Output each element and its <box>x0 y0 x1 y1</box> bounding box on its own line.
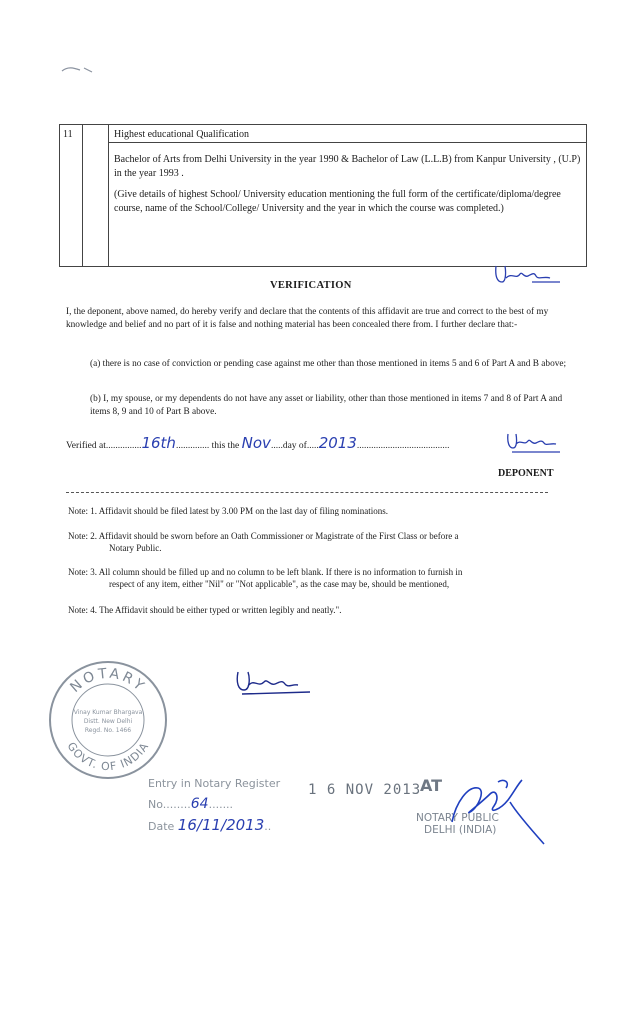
notary-place-text: DELHI (INDIA) <box>424 824 497 836</box>
handwritten-year: 2013 <box>318 434 357 452</box>
qualification-content <box>114 153 584 223</box>
verified-line: Verified at...............16th.............. this the Nov.....day of.....2013....................................... <box>66 434 450 452</box>
deponent-signature <box>492 262 564 288</box>
notary-public-text: NOTARY PUBLIC <box>416 812 499 824</box>
date-stamp: 1 6 NOV 2013 <box>308 782 422 798</box>
note-2-continued: Notary Public. <box>109 543 162 553</box>
entry-number-label: No. <box>148 798 167 811</box>
seal-line-2: Distt. New Delhi <box>83 718 133 725</box>
declaration-text: I, the deponent, above named, do hereby verify and declare that the contents of this affidavit are true and correct to the best of my knowledge and belief and no part of it is false and nothing material has been concealed there from. I further declare that:- <box>66 307 549 330</box>
note-2 <box>68 530 548 554</box>
qualification-answer: Bachelor of Arts from Delhi University in the year 1990 & Bachelor of Law (L.L.B) from Kanpur University , (U.P) in the year 1993 . <box>114 154 581 179</box>
seal-bottom-text: GOVT. OF INDIA <box>64 739 152 774</box>
seal-line-3: Regd. No. 1466 <box>84 727 132 734</box>
deponent-signature-2 <box>504 430 564 456</box>
entry-number-line: No........64....... <box>148 796 234 812</box>
note-1 <box>68 505 548 517</box>
day-of-label: day of <box>282 441 307 451</box>
attested-label: AT <box>420 776 443 795</box>
entry-date-label: Date <box>148 820 175 833</box>
note-3-text: Note: 3. All column should be filled up and no column to be left blank. If there is no information to furnish in <box>68 567 463 577</box>
stray-pen-mark <box>58 62 98 76</box>
deponent-signature-3 <box>230 666 314 698</box>
seal-line-1: Vinay Kumar Bhargava <box>73 709 143 716</box>
verified-at-label: Verified at <box>66 441 106 451</box>
declaration-item-a: (a) there is no case of conviction or pending case against me other than those mentioned in items 5 and 6 of Part A and B above; <box>90 359 567 369</box>
entry-title: Entry in Notary Register <box>148 777 281 790</box>
handwritten-place: 16th <box>141 434 176 452</box>
entry-number-value: 64 <box>190 796 209 812</box>
separator-line <box>66 492 548 493</box>
note-3 <box>68 566 548 590</box>
entry-date-value: 16/11/2013 <box>177 816 265 834</box>
qualification-instruction: (Give details of highest School/ University education mentioning the full form of the certificate/diploma/degree course, name of the School/College/ University and the year in which the course was completed.) <box>114 189 561 214</box>
deponent-label: DEPONENT <box>498 468 554 479</box>
note-2-text: Note: 2. Affidavit should be sworn before an Oath Commissioner or Magistrate of the First Class or before a <box>68 531 459 541</box>
note-1-text: Note: 1. Affidavit should be filed latest by 3.00 PM on the last day of filing nominations. <box>68 506 389 516</box>
seal-top-text: NOTARY <box>67 665 149 696</box>
note-4 <box>68 604 548 616</box>
note-4-text: Note: 4. The Affidavit should be either typed or written legibly and neatly.". <box>68 605 342 615</box>
handwritten-month: Nov <box>241 434 271 452</box>
notary-signature <box>438 772 550 848</box>
declaration-item-b: (b) I, my spouse, or my dependents do not have any asset or liability, other than those mentioned in items 7 and 8 of Part A and items 8, 9 and 10 of Part B above. <box>90 394 563 417</box>
notary-seal <box>46 658 170 782</box>
entry-date-line: Date 16/11/2013.. <box>148 816 272 834</box>
qualification-heading: Highest educational Qualification <box>114 129 249 140</box>
note-3-continued: respect of any item, either "Nil" or "Not applicable", as the case may be, should be mentioned, <box>109 579 450 589</box>
verification-title: VERIFICATION <box>270 280 352 291</box>
row-number: 11 <box>63 129 73 140</box>
notary-register-entry <box>148 777 288 834</box>
this-the-label: this the <box>211 441 240 451</box>
